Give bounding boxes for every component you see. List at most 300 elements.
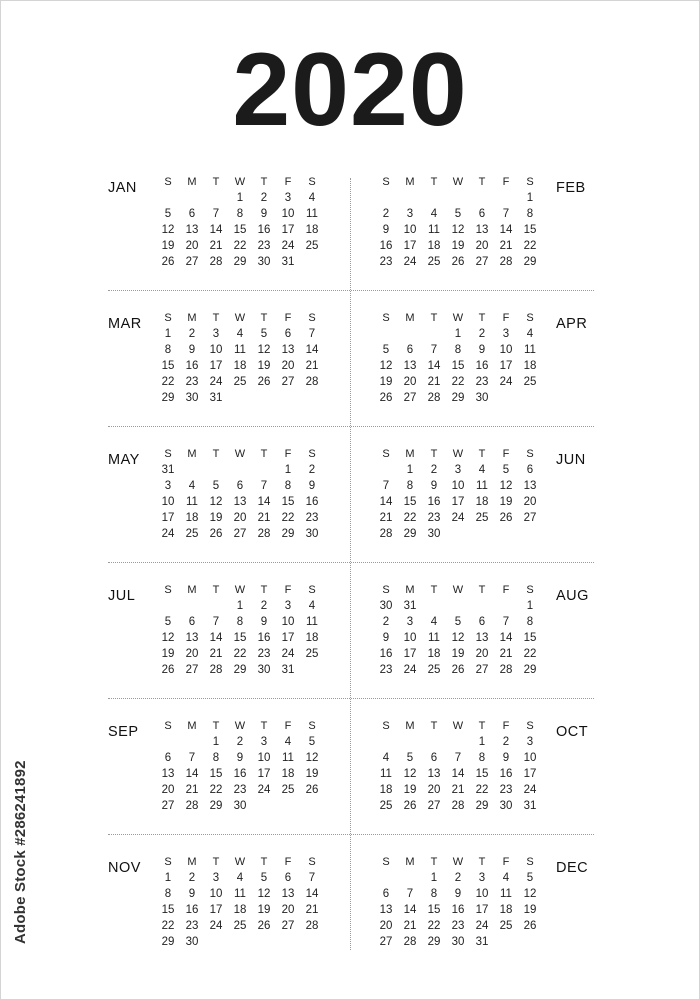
day-cell: 31 [209, 392, 223, 404]
day-cell: 14 [209, 224, 223, 236]
day-cell: 27 [233, 528, 247, 540]
day-cell: 9 [308, 480, 316, 492]
weekday-header: W [452, 584, 464, 596]
day-cell: 2 [478, 328, 486, 340]
day-cell: 14 [209, 632, 223, 644]
month-oct [374, 718, 554, 838]
empty-cell [446, 734, 470, 750]
day-cell: 21 [305, 904, 319, 916]
day-cell: 25 [475, 512, 489, 524]
day-cell: 6 [236, 480, 244, 492]
day-cell: 25 [305, 240, 319, 252]
day-cell: 20 [185, 648, 199, 660]
day-cell: 31 [281, 256, 295, 268]
day-cell: 8 [164, 344, 172, 356]
day-cell: 29 [209, 800, 223, 812]
weekday-header: F [502, 584, 510, 596]
day-cell: 12 [257, 344, 271, 356]
year-title: 2020 [232, 32, 468, 148]
day-cell: 2 [260, 600, 268, 612]
day-cell: 4 [478, 464, 486, 476]
weekday-header: W [452, 176, 464, 188]
day-cell: 14 [257, 496, 271, 508]
day-cell: 18 [427, 240, 441, 252]
empty-cell [180, 190, 204, 206]
day-cell: 27 [281, 920, 295, 932]
day-cell: 6 [284, 872, 292, 884]
day-cell: 26 [499, 512, 513, 524]
empty-cell [470, 190, 494, 206]
day-cell: 28 [499, 256, 513, 268]
month-grid [156, 310, 324, 406]
empty-cell [374, 190, 398, 206]
day-cell: 25 [523, 376, 537, 388]
day-cell: 18 [379, 784, 393, 796]
day-cell: 13 [427, 768, 441, 780]
day-cell: 24 [257, 784, 271, 796]
day-cell: 21 [379, 512, 393, 524]
month-name-may: MAY [108, 452, 140, 468]
day-cell: 11 [524, 344, 536, 356]
weekday-header: F [502, 448, 510, 460]
day-cell: 25 [427, 256, 441, 268]
day-cell: 19 [451, 240, 465, 252]
day-cell: 14 [305, 344, 319, 356]
empty-cell [156, 598, 180, 614]
day-cell: 3 [212, 328, 220, 340]
day-cell: 22 [209, 784, 223, 796]
empty-cell [156, 734, 180, 750]
day-cell: 21 [209, 240, 223, 252]
day-cell: 16 [305, 496, 319, 508]
weekday-header: T [260, 448, 268, 460]
day-cell: 11 [306, 616, 318, 628]
stock-source: Adobe Stock [12, 849, 29, 944]
day-cell: 28 [209, 256, 223, 268]
day-cell: 11 [234, 888, 246, 900]
day-cell: 31 [475, 936, 489, 948]
day-cell: 3 [406, 616, 414, 628]
day-cell: 1 [284, 464, 292, 476]
day-cell: 2 [260, 192, 268, 204]
day-cell: 30 [257, 256, 271, 268]
day-cell: 13 [403, 360, 417, 372]
day-cell: 26 [161, 664, 175, 676]
empty-cell [446, 598, 470, 614]
day-cell: 14 [499, 224, 513, 236]
day-cell: 26 [451, 256, 465, 268]
day-cell: 21 [185, 784, 199, 796]
day-cell: 30 [475, 392, 489, 404]
day-cell: 2 [502, 736, 510, 748]
month-name-oct: OCT [556, 724, 589, 740]
day-cell: 13 [475, 224, 489, 236]
day-cell: 2 [236, 736, 244, 748]
day-cell: 4 [188, 480, 196, 492]
day-cell: 19 [257, 904, 271, 916]
day-cell: 17 [403, 648, 417, 660]
day-cell: 28 [379, 528, 393, 540]
day-cell: 13 [185, 224, 199, 236]
day-cell: 20 [523, 496, 537, 508]
weekday-header: S [382, 856, 390, 868]
day-cell: 29 [161, 936, 175, 948]
day-cell: 15 [475, 768, 489, 780]
weekday-header: T [212, 176, 220, 188]
weekday-header: S [526, 176, 534, 188]
weekday-header: S [526, 720, 534, 732]
weekday-header: F [284, 312, 292, 324]
day-cell: 22 [161, 920, 175, 932]
day-cell: 23 [451, 920, 465, 932]
day-cell: 6 [478, 208, 486, 220]
day-cell: 22 [523, 648, 537, 660]
month-grid [156, 582, 324, 678]
weekday-header: M [405, 312, 415, 324]
day-cell: 6 [284, 328, 292, 340]
day-cell: 12 [523, 888, 537, 900]
month-grid [156, 174, 324, 270]
day-cell: 19 [523, 904, 537, 916]
day-cell: 20 [233, 512, 247, 524]
day-cell: 23 [427, 512, 441, 524]
day-cell: 13 [233, 496, 247, 508]
empty-cell [156, 190, 180, 206]
day-cell: 6 [382, 888, 390, 900]
day-cell: 7 [406, 888, 414, 900]
day-cell: 7 [212, 208, 220, 220]
day-cell: 1 [236, 600, 244, 612]
day-cell: 26 [161, 256, 175, 268]
day-cell: 22 [233, 648, 247, 660]
day-cell: 25 [379, 800, 393, 812]
day-cell: 31 [523, 800, 537, 812]
month-name-apr: APR [556, 316, 588, 332]
empty-cell [398, 734, 422, 750]
weekday-header: F [284, 176, 292, 188]
day-cell: 15 [233, 632, 247, 644]
day-cell: 27 [523, 512, 537, 524]
day-cell: 4 [236, 328, 244, 340]
day-cell: 21 [305, 360, 319, 372]
day-cell: 22 [451, 376, 465, 388]
weekday-header: S [526, 856, 534, 868]
day-cell: 30 [379, 600, 393, 612]
weekday-header: T [430, 720, 438, 732]
day-cell: 2 [382, 208, 390, 220]
weekday-header: T [478, 312, 486, 324]
day-cell: 25 [233, 920, 247, 932]
day-cell: 4 [308, 192, 316, 204]
day-cell: 3 [454, 464, 462, 476]
day-cell: 27 [379, 936, 393, 948]
weekday-header: T [478, 584, 486, 596]
month-name-mar: MAR [108, 316, 142, 332]
day-cell: 25 [281, 784, 295, 796]
day-cell: 15 [281, 496, 295, 508]
day-cell: 30 [233, 800, 247, 812]
month-feb [374, 174, 554, 294]
day-cell: 20 [161, 784, 175, 796]
day-cell: 26 [257, 920, 271, 932]
day-cell: 5 [502, 464, 510, 476]
day-cell: 2 [382, 616, 390, 628]
day-cell: 7 [454, 752, 462, 764]
weekday-header: T [430, 448, 438, 460]
month-nov [156, 854, 336, 974]
weekday-header: M [405, 448, 415, 460]
day-cell: 20 [475, 648, 489, 660]
day-cell: 10 [499, 344, 513, 356]
day-cell: 5 [382, 344, 390, 356]
day-cell: 27 [185, 664, 199, 676]
day-cell: 27 [161, 800, 175, 812]
day-cell: 16 [499, 768, 513, 780]
day-cell: 23 [185, 376, 199, 388]
day-cell: 13 [185, 632, 199, 644]
day-cell: 8 [430, 888, 438, 900]
day-cell: 1 [164, 328, 172, 340]
empty-cell [398, 326, 422, 342]
day-cell: 4 [502, 872, 510, 884]
day-cell: 31 [281, 664, 295, 676]
day-cell: 9 [236, 752, 244, 764]
day-cell: 13 [379, 904, 393, 916]
day-cell: 5 [164, 208, 172, 220]
weekday-header: M [187, 176, 197, 188]
empty-cell [470, 598, 494, 614]
day-cell: 17 [281, 224, 295, 236]
day-cell: 19 [161, 240, 175, 252]
weekday-header: W [452, 856, 464, 868]
day-cell: 30 [185, 936, 199, 948]
day-cell: 5 [260, 328, 268, 340]
day-cell: 5 [526, 872, 534, 884]
day-cell: 5 [454, 616, 462, 628]
day-cell: 9 [478, 344, 486, 356]
empty-cell [422, 734, 446, 750]
day-cell: 17 [257, 768, 271, 780]
day-cell: 29 [281, 528, 295, 540]
weekday-header: F [502, 176, 510, 188]
day-cell: 24 [209, 376, 223, 388]
weekday-header: S [308, 448, 316, 460]
day-cell: 26 [451, 664, 465, 676]
day-cell: 10 [523, 752, 537, 764]
stock-number: #286241892 [12, 760, 29, 846]
day-cell: 8 [164, 888, 172, 900]
weekday-header: F [284, 448, 292, 460]
day-cell: 1 [478, 736, 486, 748]
day-cell: 10 [209, 344, 223, 356]
weekday-header: T [260, 856, 268, 868]
day-cell: 23 [379, 256, 393, 268]
weekday-header: F [502, 856, 510, 868]
day-cell: 4 [430, 208, 438, 220]
day-cell: 12 [451, 224, 465, 236]
day-cell: 17 [451, 496, 465, 508]
day-cell: 30 [451, 936, 465, 948]
day-cell: 29 [475, 800, 489, 812]
day-cell: 24 [161, 528, 175, 540]
day-cell: 5 [260, 872, 268, 884]
day-cell: 28 [185, 800, 199, 812]
day-cell: 21 [427, 376, 441, 388]
day-cell: 10 [451, 480, 465, 492]
day-cell: 29 [233, 664, 247, 676]
day-cell: 30 [257, 664, 271, 676]
day-cell: 24 [475, 920, 489, 932]
day-cell: 27 [475, 664, 489, 676]
day-cell: 30 [427, 528, 441, 540]
weekday-header: W [452, 312, 464, 324]
day-cell: 31 [161, 464, 175, 476]
empty-cell [204, 190, 228, 206]
day-cell: 26 [403, 800, 417, 812]
weekday-header: M [187, 720, 197, 732]
weekday-header: T [260, 176, 268, 188]
weekday-header: T [430, 176, 438, 188]
day-cell: 11 [282, 752, 294, 764]
day-cell: 15 [523, 224, 537, 236]
day-cell: 23 [257, 240, 271, 252]
empty-cell [422, 598, 446, 614]
day-cell: 16 [257, 632, 271, 644]
day-cell: 1 [164, 872, 172, 884]
weekday-header: T [430, 312, 438, 324]
day-cell: 15 [451, 360, 465, 372]
day-cell: 20 [379, 920, 393, 932]
day-cell: 7 [502, 208, 510, 220]
day-cell: 19 [161, 648, 175, 660]
day-cell: 27 [427, 800, 441, 812]
day-cell: 7 [382, 480, 390, 492]
day-cell: 23 [257, 648, 271, 660]
month-grid [374, 582, 542, 678]
day-cell: 10 [403, 224, 417, 236]
day-cell: 6 [478, 616, 486, 628]
day-cell: 12 [403, 768, 417, 780]
day-cell: 11 [476, 480, 488, 492]
weekday-header: S [382, 584, 390, 596]
day-cell: 20 [475, 240, 489, 252]
day-cell: 3 [284, 600, 292, 612]
empty-cell [180, 598, 204, 614]
day-cell: 12 [499, 480, 513, 492]
day-cell: 22 [475, 784, 489, 796]
empty-cell [180, 462, 204, 478]
day-cell: 7 [308, 872, 316, 884]
weekday-header: S [164, 720, 172, 732]
day-cell: 1 [406, 464, 414, 476]
day-cell: 31 [403, 600, 417, 612]
weekday-header: S [308, 584, 316, 596]
month-name-feb: FEB [556, 180, 586, 196]
day-cell: 22 [281, 512, 295, 524]
empty-cell [374, 734, 398, 750]
day-cell: 29 [451, 392, 465, 404]
weekday-header: S [164, 856, 172, 868]
day-cell: 8 [454, 344, 462, 356]
day-cell: 2 [188, 328, 196, 340]
empty-cell [204, 462, 228, 478]
day-cell: 13 [161, 768, 175, 780]
weekday-header: F [502, 312, 510, 324]
day-cell: 16 [451, 904, 465, 916]
day-cell: 4 [526, 328, 534, 340]
day-cell: 17 [209, 360, 223, 372]
day-cell: 25 [233, 376, 247, 388]
day-cell: 28 [305, 376, 319, 388]
day-cell: 29 [403, 528, 417, 540]
day-cell: 15 [523, 632, 537, 644]
day-cell: 4 [382, 752, 390, 764]
day-cell: 1 [526, 192, 534, 204]
empty-cell [446, 190, 470, 206]
day-cell: 14 [379, 496, 393, 508]
month-name-jun: JUN [556, 452, 586, 468]
day-cell: 29 [233, 256, 247, 268]
day-cell: 19 [451, 648, 465, 660]
empty-cell [494, 190, 518, 206]
day-cell: 8 [526, 208, 534, 220]
empty-cell [228, 462, 252, 478]
month-name-aug: AUG [556, 588, 589, 604]
empty-cell [494, 598, 518, 614]
day-cell: 5 [308, 736, 316, 748]
day-cell: 30 [185, 392, 199, 404]
month-grid [156, 854, 324, 950]
day-cell: 18 [281, 768, 295, 780]
day-cell: 6 [526, 464, 534, 476]
day-cell: 5 [164, 616, 172, 628]
day-cell: 15 [427, 904, 441, 916]
day-cell: 18 [475, 496, 489, 508]
day-cell: 16 [233, 768, 247, 780]
day-cell: 28 [305, 920, 319, 932]
day-cell: 19 [209, 512, 223, 524]
day-cell: 4 [430, 616, 438, 628]
day-cell: 19 [305, 768, 319, 780]
month-name-sep: SEP [108, 724, 139, 740]
day-cell: 20 [281, 904, 295, 916]
day-cell: 29 [523, 664, 537, 676]
day-cell: 1 [454, 328, 462, 340]
day-cell: 11 [186, 496, 198, 508]
weekday-header: M [187, 312, 197, 324]
day-cell: 24 [209, 920, 223, 932]
weekday-header: W [234, 856, 246, 868]
weekday-header: T [478, 856, 486, 868]
day-cell: 8 [212, 752, 220, 764]
day-cell: 12 [451, 632, 465, 644]
day-cell: 10 [475, 888, 489, 900]
day-cell: 14 [305, 888, 319, 900]
month-sep [156, 718, 336, 838]
empty-cell [374, 870, 398, 886]
day-cell: 11 [428, 224, 440, 236]
month-apr [374, 310, 554, 430]
empty-cell [398, 190, 422, 206]
day-cell: 8 [236, 208, 244, 220]
day-cell: 19 [499, 496, 513, 508]
day-cell: 29 [427, 936, 441, 948]
day-cell: 7 [260, 480, 268, 492]
month-grid [374, 174, 542, 270]
day-cell: 22 [233, 240, 247, 252]
weekday-header: S [308, 720, 316, 732]
day-cell: 11 [428, 632, 440, 644]
